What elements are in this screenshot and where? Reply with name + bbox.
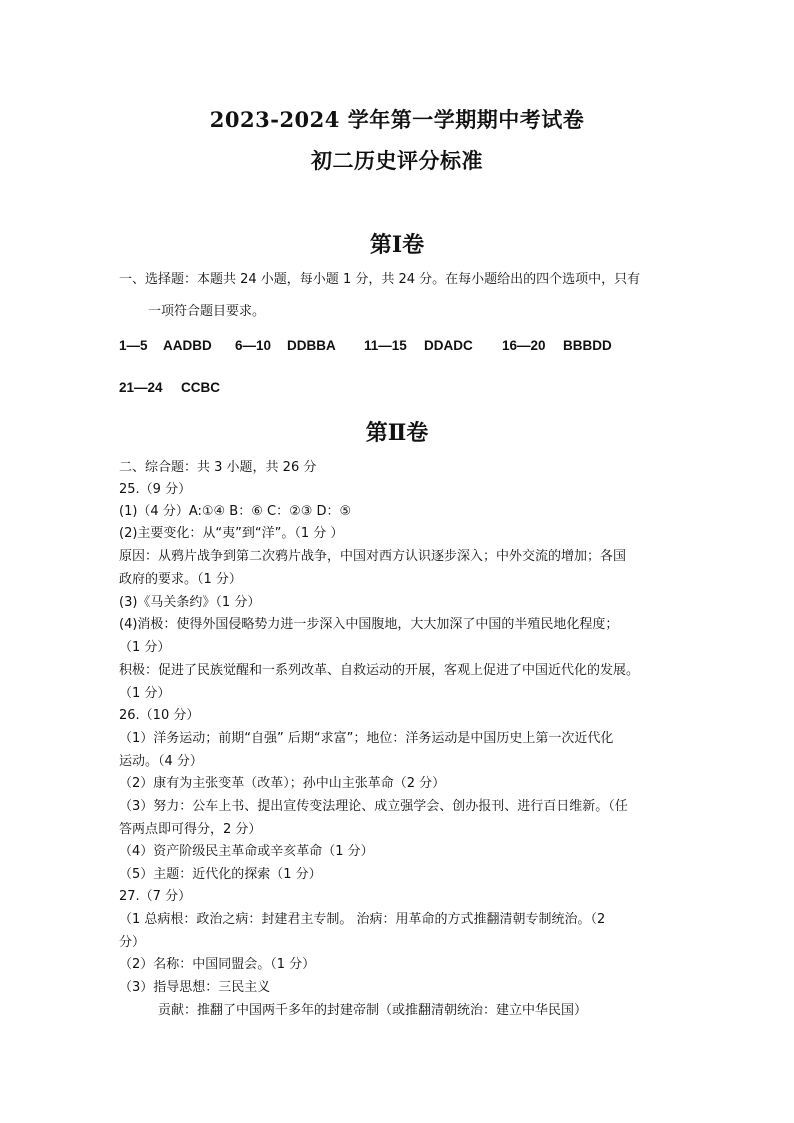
- text-line: （5）主题：近代化的探索（1 分）: [119, 867, 322, 882]
- answer-letters: DDBBA: [287, 338, 336, 353]
- answer-letters: CCBC: [181, 380, 220, 395]
- part2-heading: 第Ⅱ卷: [365, 420, 429, 446]
- exam-subtitle: 初二历史评分标准: [311, 148, 483, 173]
- text-line: （2）名称：中国同盟会。（1 分）: [119, 957, 316, 972]
- text-line: 积极：促进了民族觉醒和一系列改革、自救运动的开展，客观上促进了中国近代化的发展。: [119, 663, 640, 678]
- answer-range: 16—20: [502, 338, 546, 353]
- text-line: （4）资产阶级民主革命或辛亥革命（1 分）: [119, 844, 374, 859]
- text-line: 运动。（4 分）: [119, 754, 203, 769]
- answer-letters: BBBDD: [563, 338, 612, 353]
- exam-title: 2023-2024 学年第一学期期中考试卷: [209, 107, 585, 132]
- part1-heading: 第Ⅰ卷: [369, 232, 425, 258]
- text-line: （3）努力：公车上书、提出宣传变法理论、成立强学会、创办报刊、进行百日维新。（任: [119, 799, 628, 814]
- text-line: 贡献：推翻了中国两千多年的封建帝制（或推翻清朝统治：建立中华民国）: [158, 1003, 588, 1018]
- text-line: (4)消极：使得外国侵略势力进一步深入中国腹地，大大加深了中国的半殖民地化程度；: [119, 617, 619, 632]
- answer-range: 11—15: [364, 338, 407, 353]
- part1-instruction-line1: 一、选择题：本题共 24 小题，每小题 1 分，共 24 分。在每小题给出的四个选项中，只有: [119, 272, 641, 287]
- text-line: （1 总病根：政治之病：封建君主专制。 治病：用革命的方式推翻清朝专制统治。（2: [119, 912, 606, 927]
- text-line: (3)《马关条约》（1 分）: [119, 595, 261, 610]
- answer-range: 21—24: [119, 380, 163, 395]
- text-line: 二、综合题：共 3 小题，共 26 分: [119, 460, 317, 475]
- text-line: 政府的要求。（1 分）: [119, 572, 242, 587]
- answer-range: 1—5: [119, 338, 148, 353]
- answer-letters: DDADC: [424, 338, 473, 353]
- text-line: 27.（7 分）: [119, 889, 192, 904]
- text-line: 答两点即可得分，2 分）: [119, 822, 262, 837]
- text-line: 26.（10 分）: [119, 708, 200, 723]
- answer-letters: AADBD: [163, 338, 212, 353]
- text-line: 25.（9 分）: [119, 482, 192, 497]
- text-line: 原因：从鸦片战争到第二次鸦片战争，中国对西方认识逐步深入；中外交流的增加；各国: [119, 549, 627, 564]
- text-line: （1 分）: [119, 640, 171, 655]
- text-line: (2)主要变化：从“夷”到“洋”。（1 分 ）: [119, 526, 344, 541]
- text-line: （2）康有为主张变革（改革）；孙中山主张革命（2 分）: [119, 776, 446, 791]
- text-line: 分）: [119, 935, 146, 950]
- text-line: (1)（4 分）A:①④ B：⑥ C：②③ D：⑤: [119, 504, 352, 519]
- answer-range: 6—10: [235, 338, 272, 353]
- text-line: （1）洋务运动；前期“自强” 后期“求富”；地位：洋务运动是中国历史上第一次近代化: [119, 731, 614, 746]
- text-line: （1 分）: [119, 686, 171, 701]
- text-line: （3）指导思想：三民主义: [119, 980, 271, 995]
- part1-instruction-line2: 一项符合题目要求。: [148, 304, 266, 319]
